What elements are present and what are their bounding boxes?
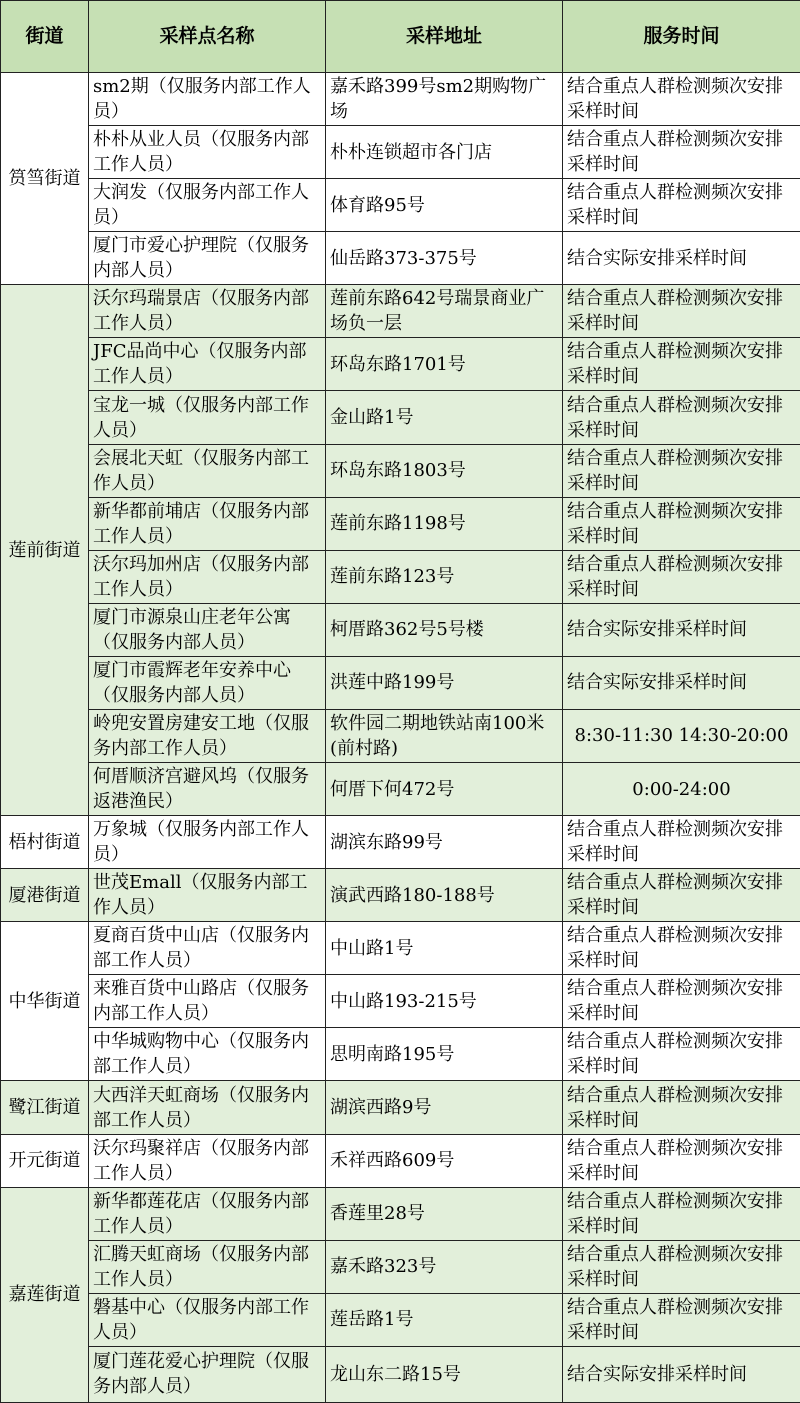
column-header-site-name: 采样点名称 [89, 1, 326, 73]
address-cell: 嘉禾路323号 [326, 1240, 563, 1293]
site-name-cell: 新华都莲花店（仅服务内部工作人员） [89, 1187, 326, 1240]
street-cell: 厦港街道 [1, 869, 89, 922]
table-row [1, 1293, 800, 1346]
site-name-cell: 大润发（仅服务内部工作人员） [89, 179, 326, 232]
table-row [1, 1240, 800, 1293]
service-time-cell: 结合重点人群检测频次安排采样时间 [563, 922, 800, 975]
service-time-cell: 结合重点人群检测频次安排采样时间 [563, 1081, 800, 1134]
site-name-cell: JFC品尚中心（仅服务内部工作人员） [89, 338, 326, 391]
table-body [1, 73, 800, 1403]
address-cell: 仙岳路373-375号 [326, 232, 563, 285]
service-time-cell: 8:30-11:30 14:30-20:00 [563, 709, 800, 762]
address-cell: 龙山东二路15号 [326, 1346, 563, 1402]
table-row [1, 497, 800, 550]
address-cell: 朴朴连锁超市各门店 [326, 126, 563, 179]
service-time-cell: 结合重点人群检测频次安排采样时间 [563, 1240, 800, 1293]
table-row [1, 73, 800, 126]
site-name-cell: 夏商百货中山店（仅服务内部工作人员） [89, 922, 326, 975]
address-cell: 中山路193-215号 [326, 975, 563, 1028]
service-time-cell: 结合重点人群检测频次安排采样时间 [563, 73, 800, 126]
service-time-cell: 结合重点人群检测频次安排采样时间 [563, 179, 800, 232]
service-time-cell: 结合重点人群检测频次安排采样时间 [563, 550, 800, 603]
table-row [1, 285, 800, 338]
site-name-cell: 厦门市霞辉老年安养中心（仅服务内部人员） [89, 656, 326, 709]
address-cell: 莲前东路642号瑞景商业广场负一层 [326, 285, 563, 338]
site-name-cell: 世茂Emall（仅服务内部工作人员） [89, 869, 326, 922]
service-time-cell: 结合重点人群检测频次安排采样时间 [563, 869, 800, 922]
table-row [1, 922, 800, 975]
site-name-cell: 沃尔玛聚祥店（仅服务内部工作人员） [89, 1134, 326, 1187]
site-name-cell: 新华都前埔店（仅服务内部工作人员） [89, 497, 326, 550]
address-cell: 禾祥西路609号 [326, 1134, 563, 1187]
street-cell: 中华街道 [1, 922, 89, 1081]
address-cell: 中山路1号 [326, 922, 563, 975]
table-row [1, 1134, 800, 1187]
site-name-cell: 沃尔玛瑞景店（仅服务内部工作人员） [89, 285, 326, 338]
site-name-cell: 宝龙一城（仅服务内部工作人员） [89, 391, 326, 444]
column-header-service-time: 服务时间 [563, 1, 800, 73]
service-time-cell: 结合重点人群检测频次安排采样时间 [563, 126, 800, 179]
address-cell: 演武西路180-188号 [326, 869, 563, 922]
address-cell: 香莲里28号 [326, 1187, 563, 1240]
column-header-address: 采样地址 [326, 1, 563, 73]
street-cell: 筼筜街道 [1, 73, 89, 285]
site-name-cell: 岭兜安置房建安工地（仅服务内部工作人员） [89, 709, 326, 762]
street-cell: 鹭江街道 [1, 1081, 89, 1134]
table-row [1, 126, 800, 179]
street-cell: 莲前街道 [1, 285, 89, 816]
service-time-cell: 结合重点人群检测频次安排采样时间 [563, 1187, 800, 1240]
address-cell: 洪莲中路199号 [326, 656, 563, 709]
table-row [1, 1028, 800, 1081]
address-cell: 何厝下何472号 [326, 763, 563, 816]
address-cell: 柯厝路362号5号楼 [326, 603, 563, 656]
site-name-cell: 中华城购物中心（仅服务内部工作人员） [89, 1028, 326, 1081]
service-time-cell: 结合重点人群检测频次安排采样时间 [563, 444, 800, 497]
table-row [1, 1346, 800, 1402]
site-name-cell: 万象城（仅服务内部工作人员） [89, 816, 326, 869]
site-name-cell: 会展北天虹（仅服务内部工作人员） [89, 444, 326, 497]
service-time-cell: 0:00-24:00 [563, 763, 800, 816]
table-row [1, 391, 800, 444]
table-row [1, 869, 800, 922]
table-row [1, 1187, 800, 1240]
service-time-cell: 结合实际安排采样时间 [563, 603, 800, 656]
service-time-cell: 结合重点人群检测频次安排采样时间 [563, 1028, 800, 1081]
site-name-cell: 何厝顺济宫避风坞（仅服务返港渔民） [89, 763, 326, 816]
service-time-cell: 结合实际安排采样时间 [563, 1346, 800, 1402]
header-row [1, 1, 800, 73]
service-time-cell: 结合重点人群检测频次安排采样时间 [563, 975, 800, 1028]
table-row [1, 338, 800, 391]
street-cell: 梧村街道 [1, 816, 89, 869]
table-row [1, 603, 800, 656]
address-cell: 嘉禾路399号sm2期购物广场 [326, 73, 563, 126]
table-row [1, 179, 800, 232]
table-row [1, 656, 800, 709]
service-time-cell: 结合重点人群检测频次安排采样时间 [563, 285, 800, 338]
address-cell: 体育路95号 [326, 179, 563, 232]
site-name-cell: 磐基中心（仅服务内部工作人员） [89, 1293, 326, 1346]
column-header-street: 街道 [1, 1, 89, 73]
street-cell: 开元街道 [1, 1134, 89, 1187]
site-name-cell: sm2期（仅服务内部工作人员） [89, 73, 326, 126]
address-cell: 思明南路195号 [326, 1028, 563, 1081]
table-row [1, 816, 800, 869]
service-time-cell: 结合重点人群检测频次安排采样时间 [563, 497, 800, 550]
site-name-cell: 厦门市爱心护理院（仅服务内部人员） [89, 232, 326, 285]
table-row [1, 550, 800, 603]
service-time-cell: 结合重点人群检测频次安排采样时间 [563, 391, 800, 444]
site-name-cell: 厦门市源泉山庄老年公寓（仅服务内部人员） [89, 603, 326, 656]
address-cell: 软件园二期地铁站南100米(前村路) [326, 709, 563, 762]
address-cell: 莲岳路1号 [326, 1293, 563, 1346]
site-name-cell: 大西洋天虹商场（仅服务内部工作人员） [89, 1081, 326, 1134]
site-name-cell: 沃尔玛加州店（仅服务内部工作人员） [89, 550, 326, 603]
site-name-cell: 汇腾天虹商场（仅服务内部工作人员） [89, 1240, 326, 1293]
service-time-cell: 结合重点人群检测频次安排采样时间 [563, 816, 800, 869]
address-cell: 环岛东路1701号 [326, 338, 563, 391]
site-name-cell: 来雅百货中山路店（仅服务内部工作人员） [89, 975, 326, 1028]
address-cell: 莲前东路123号 [326, 550, 563, 603]
site-name-cell: 朴朴从业人员（仅服务内部工作人员） [89, 126, 326, 179]
street-cell: 嘉莲街道 [1, 1187, 89, 1402]
address-cell: 环岛东路1803号 [326, 444, 563, 497]
table-row [1, 709, 800, 762]
service-time-cell: 结合实际安排采样时间 [563, 232, 800, 285]
table-row [1, 975, 800, 1028]
address-cell: 莲前东路1198号 [326, 497, 563, 550]
address-cell: 湖滨西路9号 [326, 1081, 563, 1134]
table-row [1, 1081, 800, 1134]
table-row [1, 232, 800, 285]
service-time-cell: 结合重点人群检测频次安排采样时间 [563, 1293, 800, 1346]
table-row [1, 444, 800, 497]
service-time-cell: 结合重点人群检测频次安排采样时间 [563, 1134, 800, 1187]
service-time-cell: 结合重点人群检测频次安排采样时间 [563, 338, 800, 391]
address-cell: 金山路1号 [326, 391, 563, 444]
table-row [1, 763, 800, 816]
service-time-cell: 结合实际安排采样时间 [563, 656, 800, 709]
site-name-cell: 厦门莲花爱心护理院（仅服务内部人员） [89, 1346, 326, 1402]
address-cell: 湖滨东路99号 [326, 816, 563, 869]
